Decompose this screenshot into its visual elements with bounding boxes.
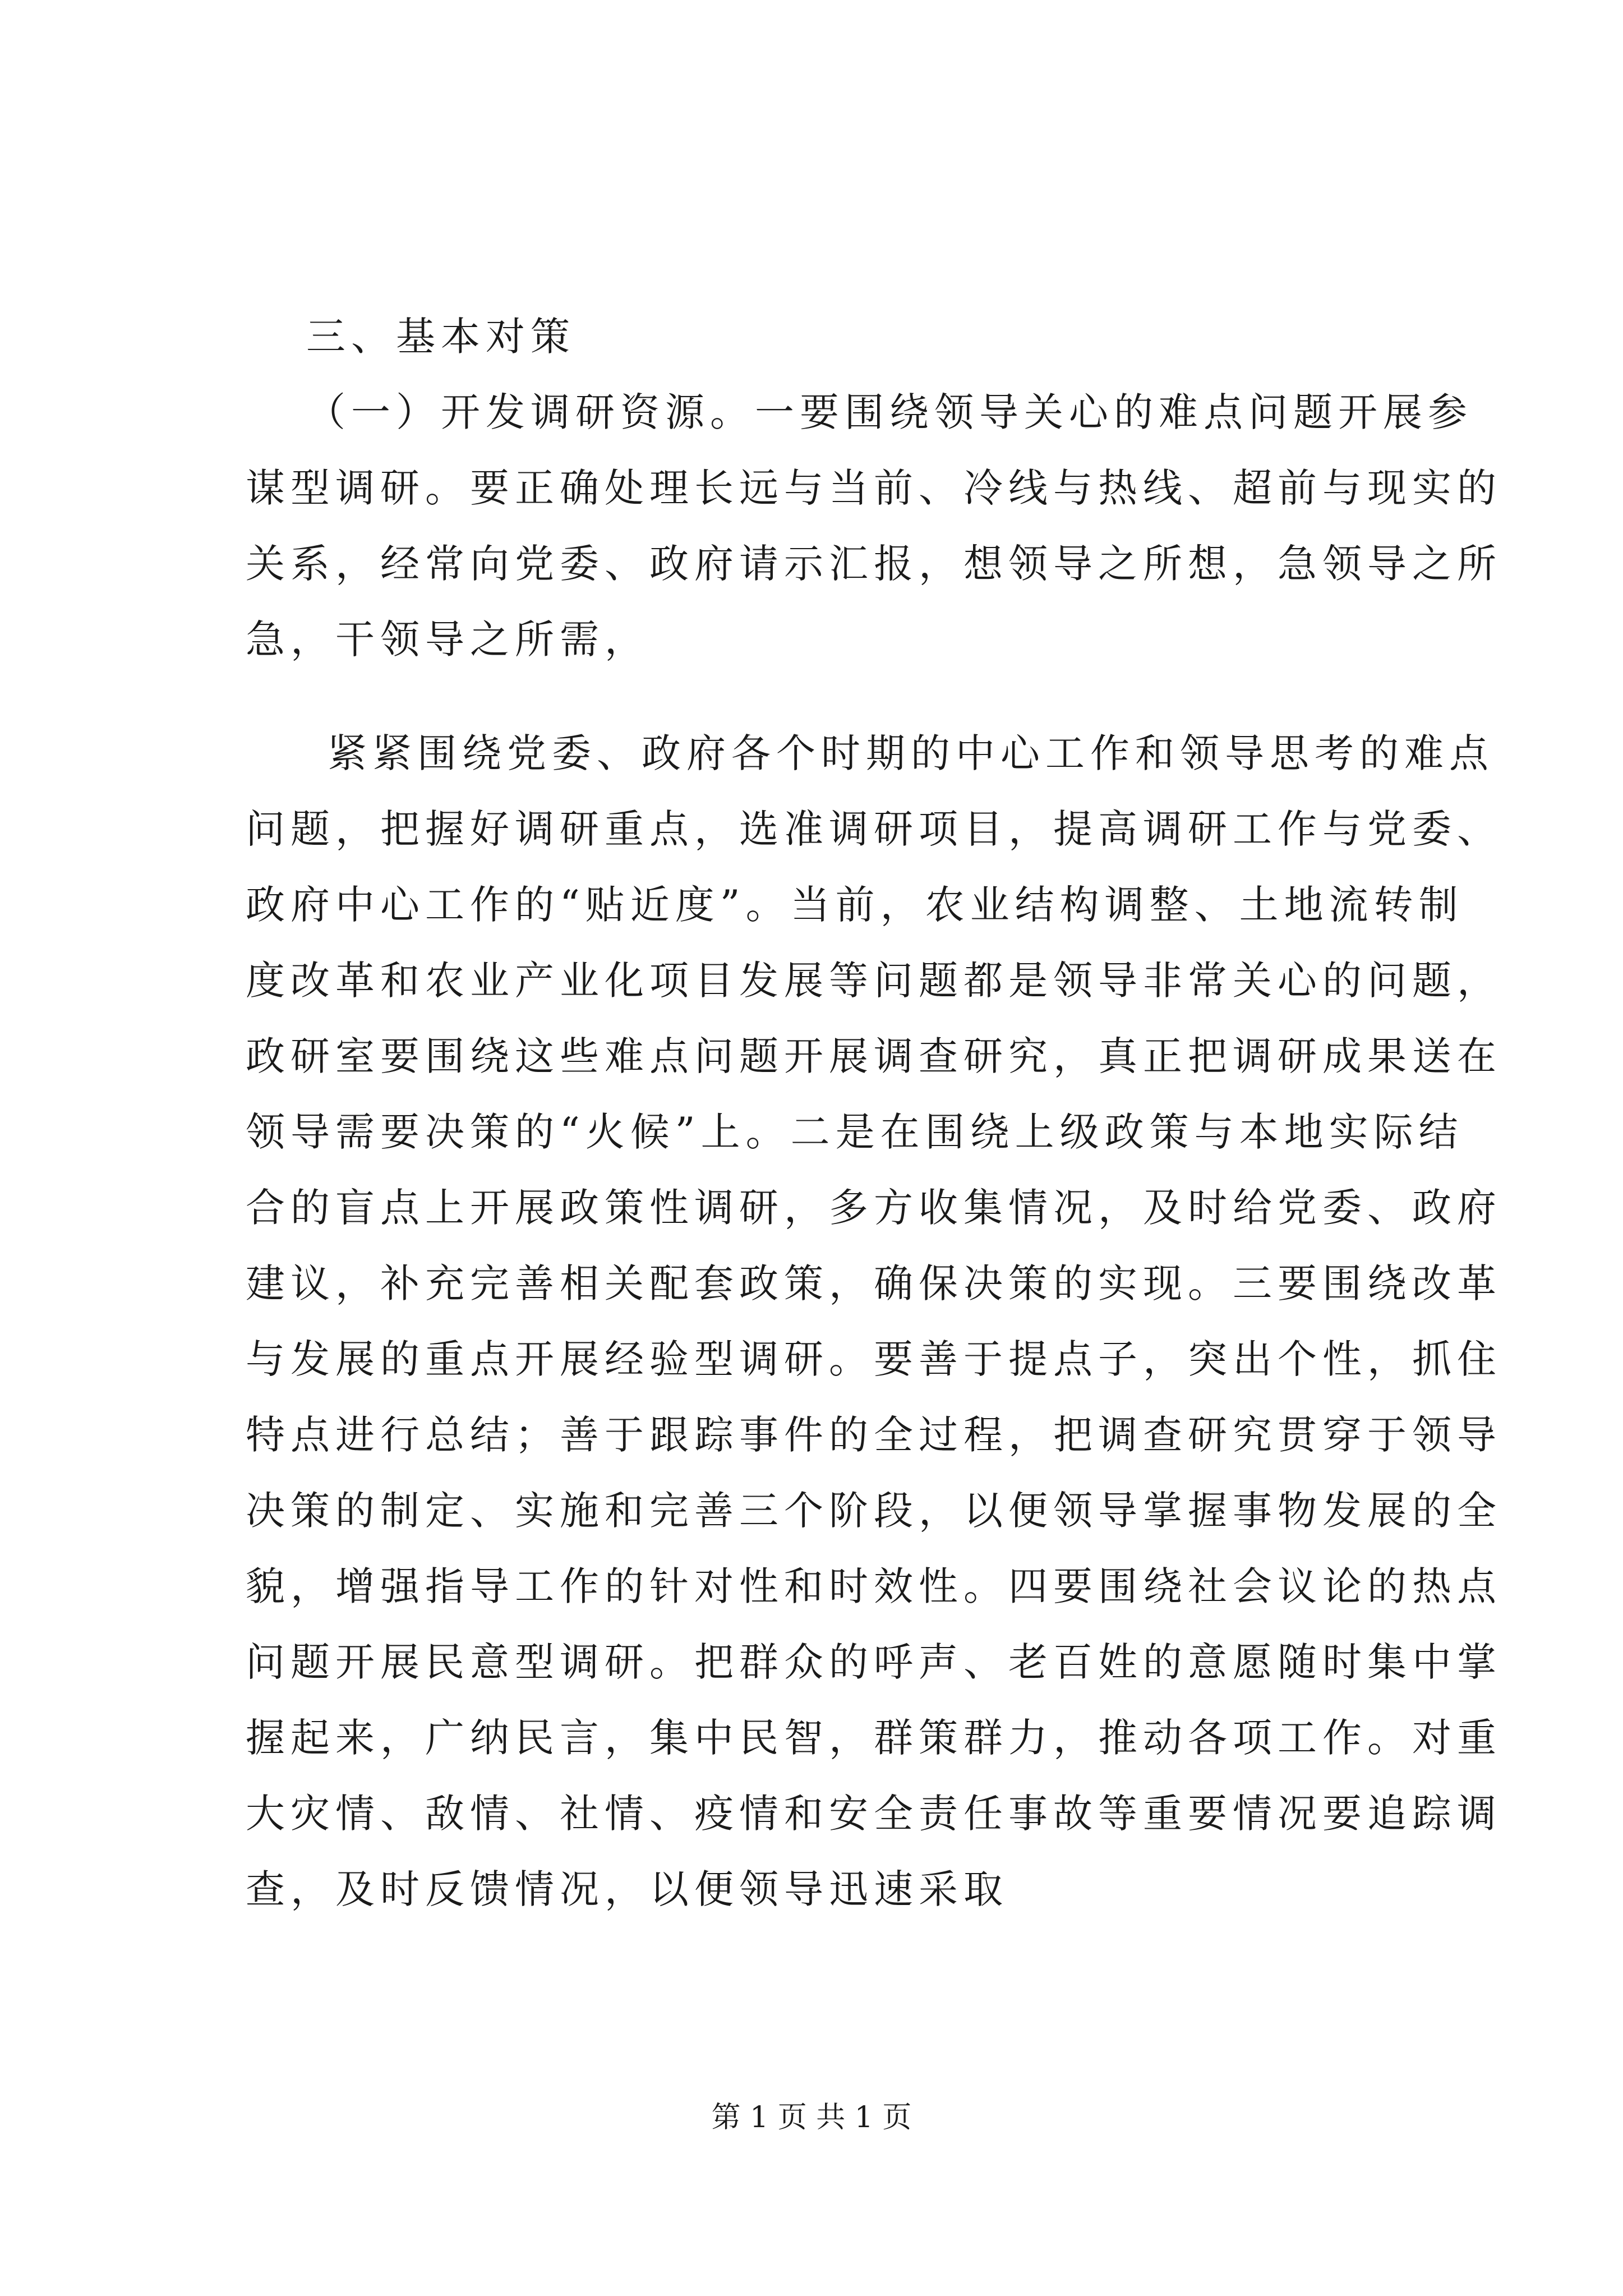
- paragraph-line: 决策的制定、实施和完善三个阶段，以便领导掌握事物发展的全: [246, 1488, 1502, 1534]
- paragraph-line: 建议，补充完善相关配套政策，确保决策的实现。三要围绕改革: [246, 1260, 1502, 1306]
- paragraph-line: 领导需要决策的“火候”上。二是在围绕上级政策与本地实际结: [246, 1109, 1464, 1155]
- paragraph-line: 查，及时反馈情况，以便领导迅速采取: [246, 1866, 1008, 1912]
- paragraph-line: 急，干领导之所需，: [246, 616, 649, 662]
- paragraph-line: 合的盲点上开展政策性调研，多方收集情况，及时给党委、政府: [246, 1185, 1502, 1231]
- paragraph-line: 问题开展民意型调研。把群众的呼声、老百姓的意愿随时集中掌: [246, 1639, 1502, 1685]
- paragraph-line: 度改革和农业产业化项目发展等问题都是领导非常关心的问题，: [246, 958, 1502, 1004]
- page-number-footer: 第 1 页 共 1 页: [711, 2101, 912, 2134]
- paragraph-line: 关系，经常向党委、政府请示汇报，想领导之所想，急领导之所: [246, 541, 1502, 587]
- paragraph-line: （一）开发调研资源。一要围绕领导关心的难点问题开展参: [306, 389, 1473, 435]
- paragraph-line: 与发展的重点开展经验型调研。要善于提点子，突出个性，抓住: [246, 1336, 1502, 1382]
- paragraph-line: 特点进行总结；善于跟踪事件的全过程，把调查研究贯穿于领导: [246, 1412, 1502, 1458]
- paragraph-line: 谋型调研。要正确处理长远与当前、冷线与热线、超前与现实的: [246, 465, 1502, 511]
- paragraph-line: 大灾情、敌情、社情、疫情和安全责任事故等重要情况要追踪调: [246, 1791, 1502, 1837]
- paragraph-line: 貌，增强指导工作的针对性和时效性。四要围绕社会议论的热点: [246, 1563, 1502, 1609]
- paragraph-line: 紧紧围绕党委、政府各个时期的中心工作和领导思考的难点: [328, 730, 1494, 776]
- paragraph-line: 政研室要围绕这些难点问题开展调查研究，真正把调研成果送在: [246, 1033, 1502, 1079]
- paragraph-line: 握起来，广纳民言，集中民智，群策群力，推动各项工作。对重: [246, 1715, 1502, 1761]
- section-heading: 三、基本对策: [306, 314, 575, 360]
- paragraph-line: 政府中心工作的“贴近度”。当前，农业结构调整、土地流转制: [246, 882, 1464, 928]
- paragraph-line: 问题，把握好调研重点，选准调研项目，提高调研工作与党委、: [246, 806, 1502, 852]
